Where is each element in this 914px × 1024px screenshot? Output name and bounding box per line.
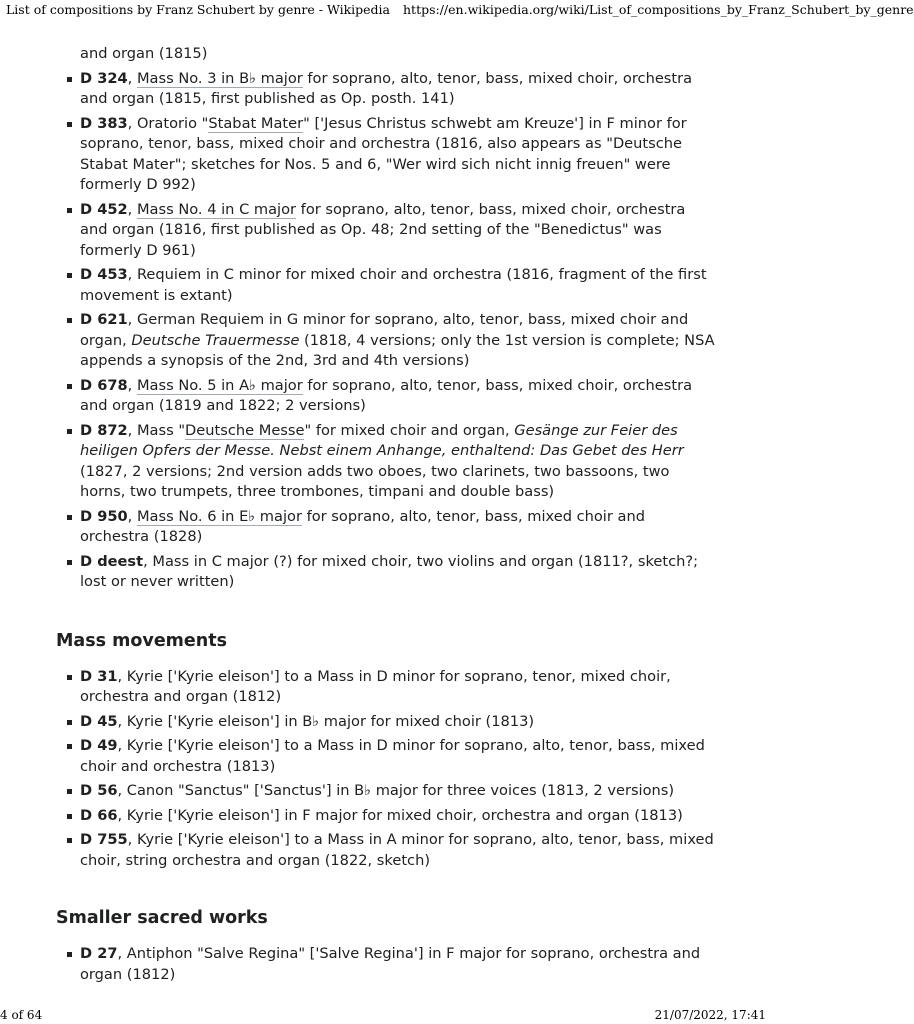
deutsch-number: D 49: [80, 737, 118, 754]
work-description: , Kyrie ['Kyrie eleison'] to a Mass in D minor for soprano, alto, tenor, bass, mixed choir and orchestra (1813): [80, 737, 705, 775]
work-link[interactable]: Mass No. 3 in B♭ major: [136, 69, 303, 87]
work-description: " ['Jesus Christus schwebt am Kreuze'] in F minor for soprano, tenor, bass, mixed choir and orchestra (1816, also appears as "Deutsche Stabat Mater"; sketches for Nos. 5 and 6, "Wer wird sich nicht innig freuen" were formerly D 992): [80, 114, 687, 193]
bullet-icon: [67, 515, 72, 520]
list-item: [56, 944, 716, 985]
print-url: https://en.wikipedia.org/wiki/List_of_compositions_by_Franz_Schubert_by_genre: [403, 2, 914, 17]
masses-list: [56, 69, 716, 593]
deutsch-number: D 66: [80, 806, 118, 824]
work-description: , Mass ": [127, 421, 186, 439]
work-link[interactable]: Deutsche Messe: [185, 421, 305, 439]
print-header: [0, 0, 914, 22]
bullet-icon: [67, 838, 72, 843]
list-item: [56, 552, 716, 593]
deutsch-number: D 678: [80, 376, 128, 394]
work-link[interactable]: Mass No. 6 in E♭ major: [136, 507, 302, 525]
list-item: [56, 736, 716, 777]
list-item: D 324, Mass No. 3 in B♭ major for soprano, alto, tenor, bass, mixed choir, orchestra and organ (1815, ﬁrst published as Op. posth. 141): [56, 69, 716, 110]
bullet-icon: [67, 429, 72, 434]
work-link[interactable]: Stabat Mater: [208, 114, 304, 132]
list-item: D 452, Mass No. 4 in C major for soprano, alto, tenor, bass, mixed choir, orchestra and organ (1816, ﬁrst published as Op. 48; 2nd setting of the "Benedictus" was formerly D 961): [56, 200, 716, 262]
work-description: , Canon "Sanctus" ['Sanctus'] in B♭ major for three voices (1813, 2 versions): [117, 782, 675, 799]
deutsch-number: D 950: [80, 507, 128, 525]
work-link[interactable]: Mass No. 5 in A♭ major: [136, 376, 303, 394]
list-item: [56, 781, 716, 802]
bullet-icon: [67, 77, 72, 82]
bullet-icon: [67, 208, 72, 213]
work-description: , German Requiem in G minor for soprano, alto, tenor, bass, mixed choir and organ,: [80, 311, 689, 349]
work-description: for soprano, alto, tenor, bass, mixed choir and orchestra (1828): [80, 507, 645, 545]
work-link[interactable]: Mass No. 4 in C major: [136, 200, 297, 218]
work-description: for soprano, alto, tenor, bass, mixed choir, orchestra and organ (1819 and 1822; 2 versions): [80, 376, 693, 414]
list-item: [56, 806, 716, 827]
list-item: [56, 712, 716, 733]
deutsch-number: D 755: [80, 831, 128, 848]
deutsch-number: D 45: [80, 712, 118, 730]
bullet-icon: [67, 675, 72, 680]
work-description: , Antiphon "Salve Regina" ['Salve Regina'] in F major for soprano, orchestra and organ (1812): [80, 945, 701, 983]
bullet-icon: [67, 814, 72, 819]
work-alt-title: Gesänge zur Feier des heiligen Opfers der Messe. Nebst einem Anhange, enthaltend: Das Gebet des Herr: [80, 421, 684, 459]
list-item: D 678, Mass No. 5 in A♭ major for soprano, alto, tenor, bass, mixed choir, orchestra and organ (1819 and 1822; 2 versions): [56, 376, 716, 417]
deutsch-number: D 453: [80, 266, 128, 283]
deutsch-number: D 621: [80, 311, 128, 328]
deutsch-number: D 31: [80, 667, 118, 685]
work-description: (1827, 2 versions; 2nd version adds two oboes, two clarinets, two bassoons, two horns, two trumpets, three trombones, timpani and double bass): [80, 462, 670, 500]
bullet-icon: [67, 384, 72, 389]
work-description: (1818, 4 versions; only the 1st version is complete; NSA appends a synopsis of the 2nd, 3rd and 4th versions): [80, 331, 715, 369]
print-footer: [0, 1008, 768, 1024]
list-item: [56, 114, 716, 196]
bullet-icon: [67, 273, 72, 278]
work-description: , Kyrie ['Kyrie eleison'] to a Mass in A minor for soprano, alto, tenor, bass, mixed choir, string orchestra and organ (1822, sketch): [80, 831, 714, 869]
bullet-icon: [67, 744, 72, 749]
deutsch-number: D 27: [80, 945, 118, 962]
deutsch-number: D deest: [80, 552, 144, 570]
work-alt-title: Deutsche Trauermesse: [131, 331, 300, 349]
article-content: [56, 44, 716, 989]
bullet-icon: [67, 789, 72, 794]
bullet-icon: [67, 720, 72, 725]
bullet-icon: [67, 122, 72, 127]
continued-list-text: and organ (1815): [80, 45, 208, 62]
work-description: for soprano, alto, tenor, bass, mixed choir, orchestra and organ (1816, ﬁrst published as Op. 48; 2nd setting of the "Benedictus" was formerly D 961): [80, 200, 686, 259]
work-description: , Requiem in C minor for mixed choir and orchestra (1816, fragment of the ﬁrst movement is extant): [80, 266, 707, 304]
work-description: , Kyrie ['Kyrie eleison'] in B♭ major for mixed choir (1813): [117, 712, 535, 730]
smaller-sacred-list: [56, 944, 716, 985]
work-description: , Oratorio ": [127, 114, 209, 132]
deutsch-number: D 56: [80, 782, 118, 799]
print-page-title: List of compositions by Franz Schubert by genre - Wikipedia: [6, 2, 391, 17]
work-description: , Mass in C major (?) for mixed choir, two violins and organ (1811?, sketch?; lost or never written): [80, 552, 699, 590]
deutsch-number: D 872: [80, 421, 128, 439]
deutsch-number: D 324: [80, 69, 128, 87]
print-datetime: 21/07/2022, 17:41: [654, 1008, 766, 1022]
list-item: [56, 830, 716, 871]
work-description: , Kyrie ['Kyrie eleison'] to a Mass in D minor for soprano, tenor, mixed choir, orchestra and organ (1812): [80, 667, 671, 705]
print-page-number: 4 of 64: [0, 1008, 43, 1022]
section-heading-smaller-sacred-works: Smaller sacred works: [56, 908, 268, 928]
work-description: for soprano, alto, tenor, bass, mixed choir, orchestra and organ (1815, ﬁrst published as Op. posth. 141): [80, 69, 693, 107]
list-item: D 950, Mass No. 6 in E♭ major for soprano, alto, tenor, bass, mixed choir and orchestra (1828): [56, 507, 716, 548]
deutsch-number: D 383: [80, 114, 128, 132]
bullet-icon: [67, 952, 72, 957]
work-description: " for mixed choir and organ,: [304, 421, 515, 439]
list-item: [56, 310, 716, 372]
list-item: [56, 421, 716, 503]
deutsch-number: D 452: [80, 200, 128, 218]
section-heading-mass-movements: Mass movements: [56, 630, 228, 651]
mass-movements-list: [56, 667, 716, 872]
bullet-icon: [67, 560, 72, 565]
work-description: , Kyrie ['Kyrie eleison'] in F major for mixed choir, orchestra and organ (1813): [117, 806, 683, 824]
list-item: [56, 265, 716, 306]
list-item: [56, 667, 716, 708]
bullet-icon: [67, 318, 72, 323]
